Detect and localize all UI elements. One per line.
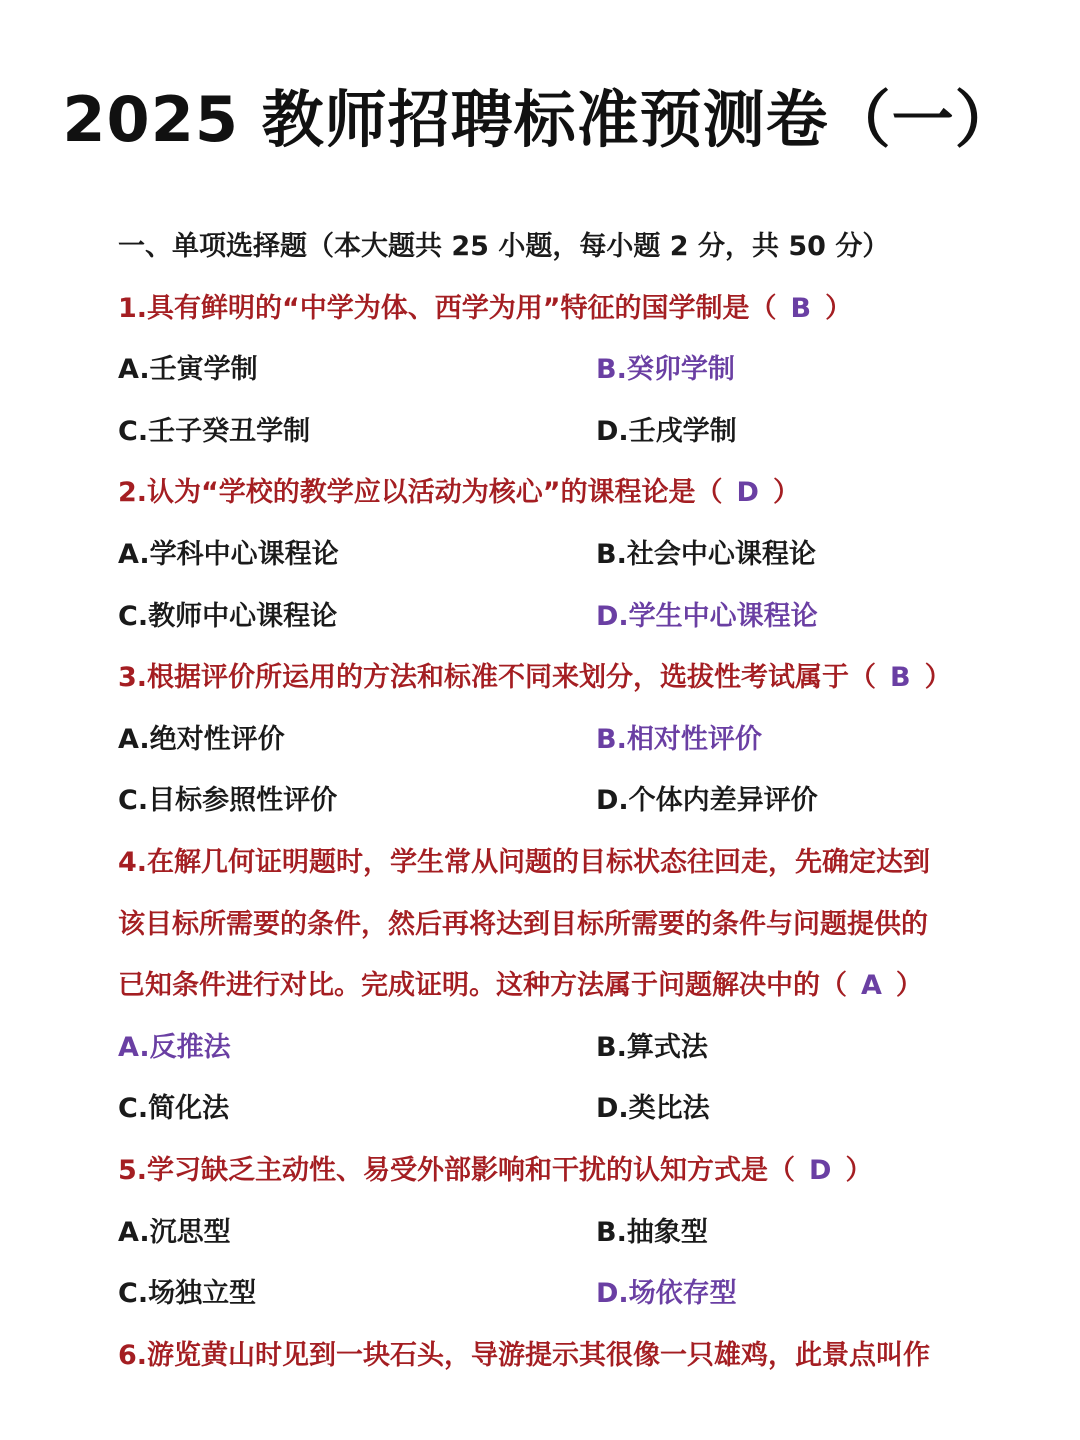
- option-row: [118, 770, 1008, 832]
- question-text: 2.认为“学校的教学应以活动为核心”的课程论是（: [118, 477, 723, 509]
- question-text: 3.根据评价所运用的方法和标准不同来划分，选拔性考试属于（: [118, 662, 877, 694]
- question-stem: [118, 894, 1008, 956]
- section-heading: 一、单项选择题（本大题共 25 小题，每小题 2 分，共 50 分）: [118, 231, 890, 262]
- option-row: [118, 1078, 1008, 1140]
- option-d: D.场依存型: [596, 1278, 737, 1310]
- option-d: D.个体内差异评价: [596, 785, 818, 817]
- option-row: [118, 339, 1008, 401]
- option-a: A.壬寅学制: [118, 354, 258, 386]
- option-row: [118, 586, 1008, 648]
- question-list: [118, 216, 1008, 1386]
- option-c: C.壬子癸丑学制: [118, 415, 311, 447]
- question-text: 已知条件进行对比。完成证明。这种方法属于问题解决中的（: [118, 970, 847, 1002]
- question-text: 1.具有鲜明的“中学为体、西学为用”特征的国学制是（: [118, 292, 777, 324]
- option-d: D.类比法: [596, 1093, 710, 1125]
- question-text: 5.学习缺乏主动性、易受外部影响和干扰的认知方式是（: [118, 1154, 796, 1186]
- option-b: B.相对性评价: [596, 723, 762, 755]
- questions-container: [118, 278, 1008, 1387]
- option-row: [118, 1263, 1008, 1325]
- question-stem: [118, 1140, 1008, 1202]
- option-c: C.教师中心课程论: [118, 600, 338, 632]
- question-stem: [118, 647, 1008, 709]
- question-stem: [118, 832, 1008, 894]
- answer-key: B: [790, 292, 812, 324]
- option-row: [118, 401, 1008, 463]
- option-row: [118, 1017, 1008, 1079]
- option-row: [118, 524, 1008, 586]
- option-d: D.壬戌学制: [596, 415, 737, 447]
- question-stem: [118, 1325, 1008, 1387]
- question-close-paren: ）: [845, 1154, 873, 1186]
- question-close-paren: ）: [825, 292, 853, 324]
- answer-key: B: [890, 662, 911, 694]
- option-a: A.沉思型: [118, 1216, 231, 1248]
- option-a: A.反推法: [118, 1031, 231, 1063]
- answer-key: D: [736, 477, 759, 509]
- question-text: 6.游览黄山时见到一块石头，导游提示其很像一只雄鸡，此景点叫作: [118, 1339, 931, 1371]
- question-text: 4.在解几何证明题时，学生常从问题的目标状态往回走，先确定达到: [118, 846, 931, 878]
- page-title: 2025 教师招聘标准预测卷（一）: [62, 83, 1018, 156]
- question-close-paren: ）: [924, 662, 952, 694]
- option-row: [118, 709, 1008, 771]
- option-a: A.绝对性评价: [118, 723, 285, 755]
- option-a: A.学科中心课程论: [118, 538, 339, 570]
- question-stem: [118, 955, 1008, 1017]
- question-close-paren: ）: [895, 970, 923, 1002]
- option-c: C.简化法: [118, 1093, 230, 1125]
- option-b: B.癸卯学制: [596, 354, 735, 386]
- question-stem: [118, 278, 1008, 340]
- answer-key: A: [861, 970, 882, 1002]
- option-c: C.场独立型: [118, 1278, 257, 1310]
- question-close-paren: ）: [772, 477, 800, 509]
- option-row: [118, 1202, 1008, 1264]
- question-text: 该目标所需要的条件，然后再将达到目标所需要的条件与问题提供的: [118, 908, 928, 940]
- question-stem: [118, 462, 1008, 524]
- option-b: B.社会中心课程论: [596, 538, 816, 570]
- option-d: D.学生中心课程论: [596, 600, 818, 632]
- option-b: B.算式法: [596, 1031, 708, 1063]
- option-c: C.目标参照性评价: [118, 785, 338, 817]
- answer-key: D: [809, 1154, 832, 1186]
- option-b: B.抽象型: [596, 1216, 708, 1248]
